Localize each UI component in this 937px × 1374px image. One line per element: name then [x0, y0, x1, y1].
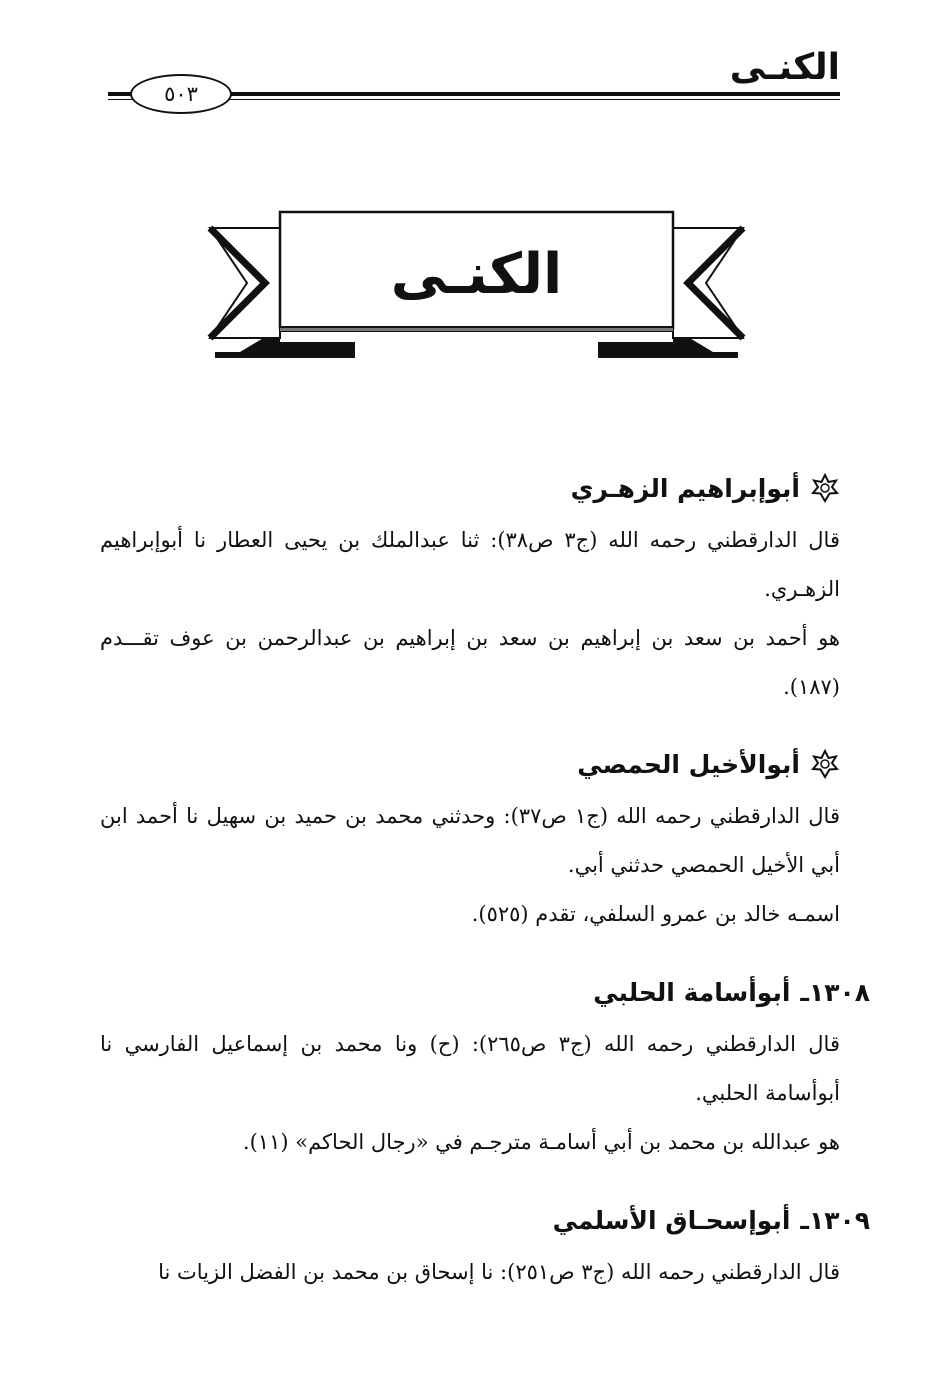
- star-icon: [810, 473, 840, 503]
- running-header: [108, 48, 840, 108]
- entry: [100, 970, 870, 1167]
- entry-title: أبوالأخيل الحمصي: [577, 749, 800, 779]
- page-number: ٥٠٣: [130, 74, 232, 114]
- entry-paragraph: هو عبدالله بن محمد بن أبي أسامـة مترجـم في «رجال الحاكم» (١١).: [242, 1130, 840, 1154]
- entry-paragraph: قال الدارقطني رحمه الله (ج٣ ص٢٥١): نا إسحاق بن محمد بن الفضل الزيات نا: [158, 1260, 840, 1284]
- entry-paragraph: قال الدارقطني رحمه الله (ج٣ ص٢٦٥): (ح) ونا محمد بن إسماعيل الفارسي نا أبوأسامة الحلبي.: [100, 1032, 840, 1105]
- entry-title: أبوأسامة الحلبي: [593, 977, 791, 1007]
- entry-paragraph: قال الدارقطني رحمه الله (ج١ ص٣٧): وحدثني محمد بن حميد بن سهيل نا أحمد ابن أبي الأخيل الحمصي حدثني أبي.: [100, 804, 840, 877]
- entry-number: ١٣٠٨ـ: [800, 977, 870, 1007]
- star-icon: [810, 749, 840, 779]
- entry-number: ١٣٠٩ـ: [800, 1205, 870, 1235]
- entry-paragraph: هو أحمد بن سعد بن إبراهيم بن سعد بن إبراهيم بن عبدالرحمن بن عوف تقـــدم (١٨٧).: [100, 626, 840, 699]
- entry-heading: [100, 1198, 870, 1242]
- section-banner: [205, 210, 748, 360]
- entry: [100, 742, 840, 939]
- entry-heading: [100, 970, 870, 1014]
- entry-heading: [100, 742, 840, 786]
- entry-title: أبوإبراهيم الزهـري: [570, 473, 800, 503]
- entry: [100, 1198, 870, 1297]
- entry-heading: [100, 466, 840, 510]
- banner-title: الكنـى: [390, 242, 563, 307]
- entry-title: أبوإسحـاق الأسلمي: [552, 1205, 791, 1235]
- entry-paragraph: قال الدارقطني رحمه الله (ج٣ ص٣٨): ثنا عبدالملك بن يحيى العطار نا أبوإبراهيم الزهـري.: [100, 528, 840, 601]
- running-title: الكنـى: [729, 47, 840, 88]
- entry-paragraph: اسمـه خالد بن عمرو السلفي، تقدم (٥٢٥).: [471, 902, 840, 926]
- entry: [100, 466, 840, 712]
